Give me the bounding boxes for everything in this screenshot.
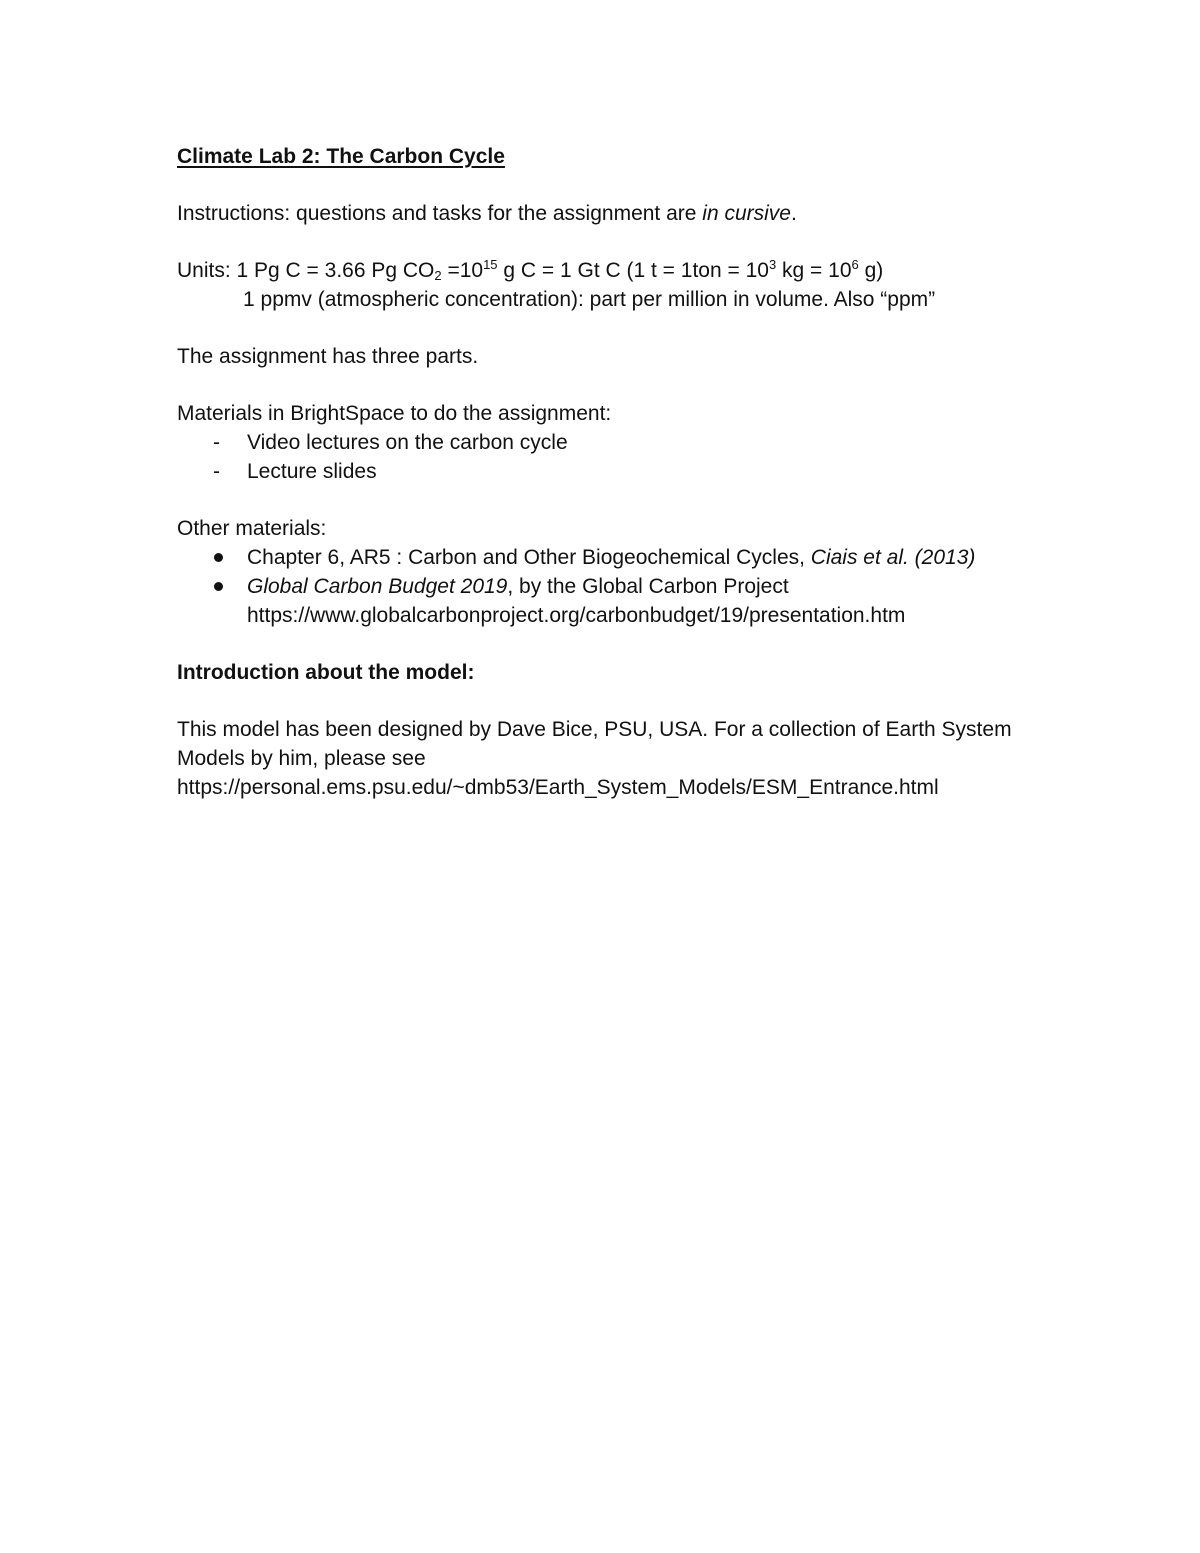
brightspace-heading: Materials in BrightSpace to do the assignment:: [177, 402, 612, 425]
units-label: Units: 1 Pg C = 3.66 Pg CO: [177, 259, 435, 282]
chapter-text: Chapter 6, AR5 : Carbon and Other Biogeochemical Cycles,: [247, 546, 811, 569]
budget-text: , by the Global Carbon Project: [507, 575, 789, 598]
intro-line-2: Models by him, please see: [177, 747, 426, 770]
list-item: [177, 572, 1077, 630]
exponent-3: 3: [768, 257, 777, 272]
bullet-icon: [214, 582, 223, 591]
document-title: Climate Lab 2: The Carbon Cycle: [177, 145, 505, 168]
chapter-citation: Ciais et al. (2013): [810, 546, 976, 569]
list-item-text: Video lectures on the carbon cycle: [247, 431, 568, 454]
instructions-end: .: [790, 202, 797, 225]
intro-heading: Introduction about the model:: [177, 661, 475, 684]
dash-marker: -: [213, 431, 220, 454]
units-line: [177, 256, 1077, 285]
list-item: [177, 543, 1077, 572]
parts-text: The assignment has three parts.: [177, 345, 479, 368]
units-eq1: =10: [441, 259, 484, 282]
co2-subscript: 2: [434, 268, 442, 283]
list-item: [177, 428, 1077, 457]
dash-marker: -: [213, 460, 220, 483]
budget-link[interactable]: https://www.globalcarbonproject.org/carbonbudget/19/presentation.htm: [247, 604, 906, 627]
budget-title: Global Carbon Budget 2019: [247, 575, 508, 598]
units-mid: g C = 1 Gt C (1 t = 1ton = 10: [497, 259, 769, 282]
ppmv-line: 1 ppmv (atmospheric concentration): part per million in volume. Also “ppm”: [243, 288, 936, 311]
list-item: [177, 457, 1077, 486]
brightspace-list: [177, 428, 1077, 486]
instructions-text: Instructions: questions and tasks for the assignment are: [177, 202, 703, 225]
document-page: [177, 142, 1077, 802]
model-collection-link[interactable]: https://personal.ems.psu.edu/~dmb53/Earth_System_Models/ESM_Entrance.html: [177, 776, 939, 799]
instructions-italic: in cursive: [702, 202, 791, 225]
exponent-6: 6: [851, 257, 859, 272]
bullet-icon: [214, 553, 223, 562]
units-kg: kg = 10: [776, 259, 852, 282]
list-item-text: Lecture slides: [247, 460, 377, 483]
intro-line-1: This model has been designed by Dave Bice, PSU, USA. For a collection of Earth System: [177, 718, 1012, 741]
units-end: g): [858, 259, 884, 282]
other-materials-heading: Other materials:: [177, 517, 327, 540]
exponent-15: 15: [483, 257, 498, 272]
other-materials-list: [177, 543, 1077, 630]
instructions-line: [177, 199, 1077, 228]
